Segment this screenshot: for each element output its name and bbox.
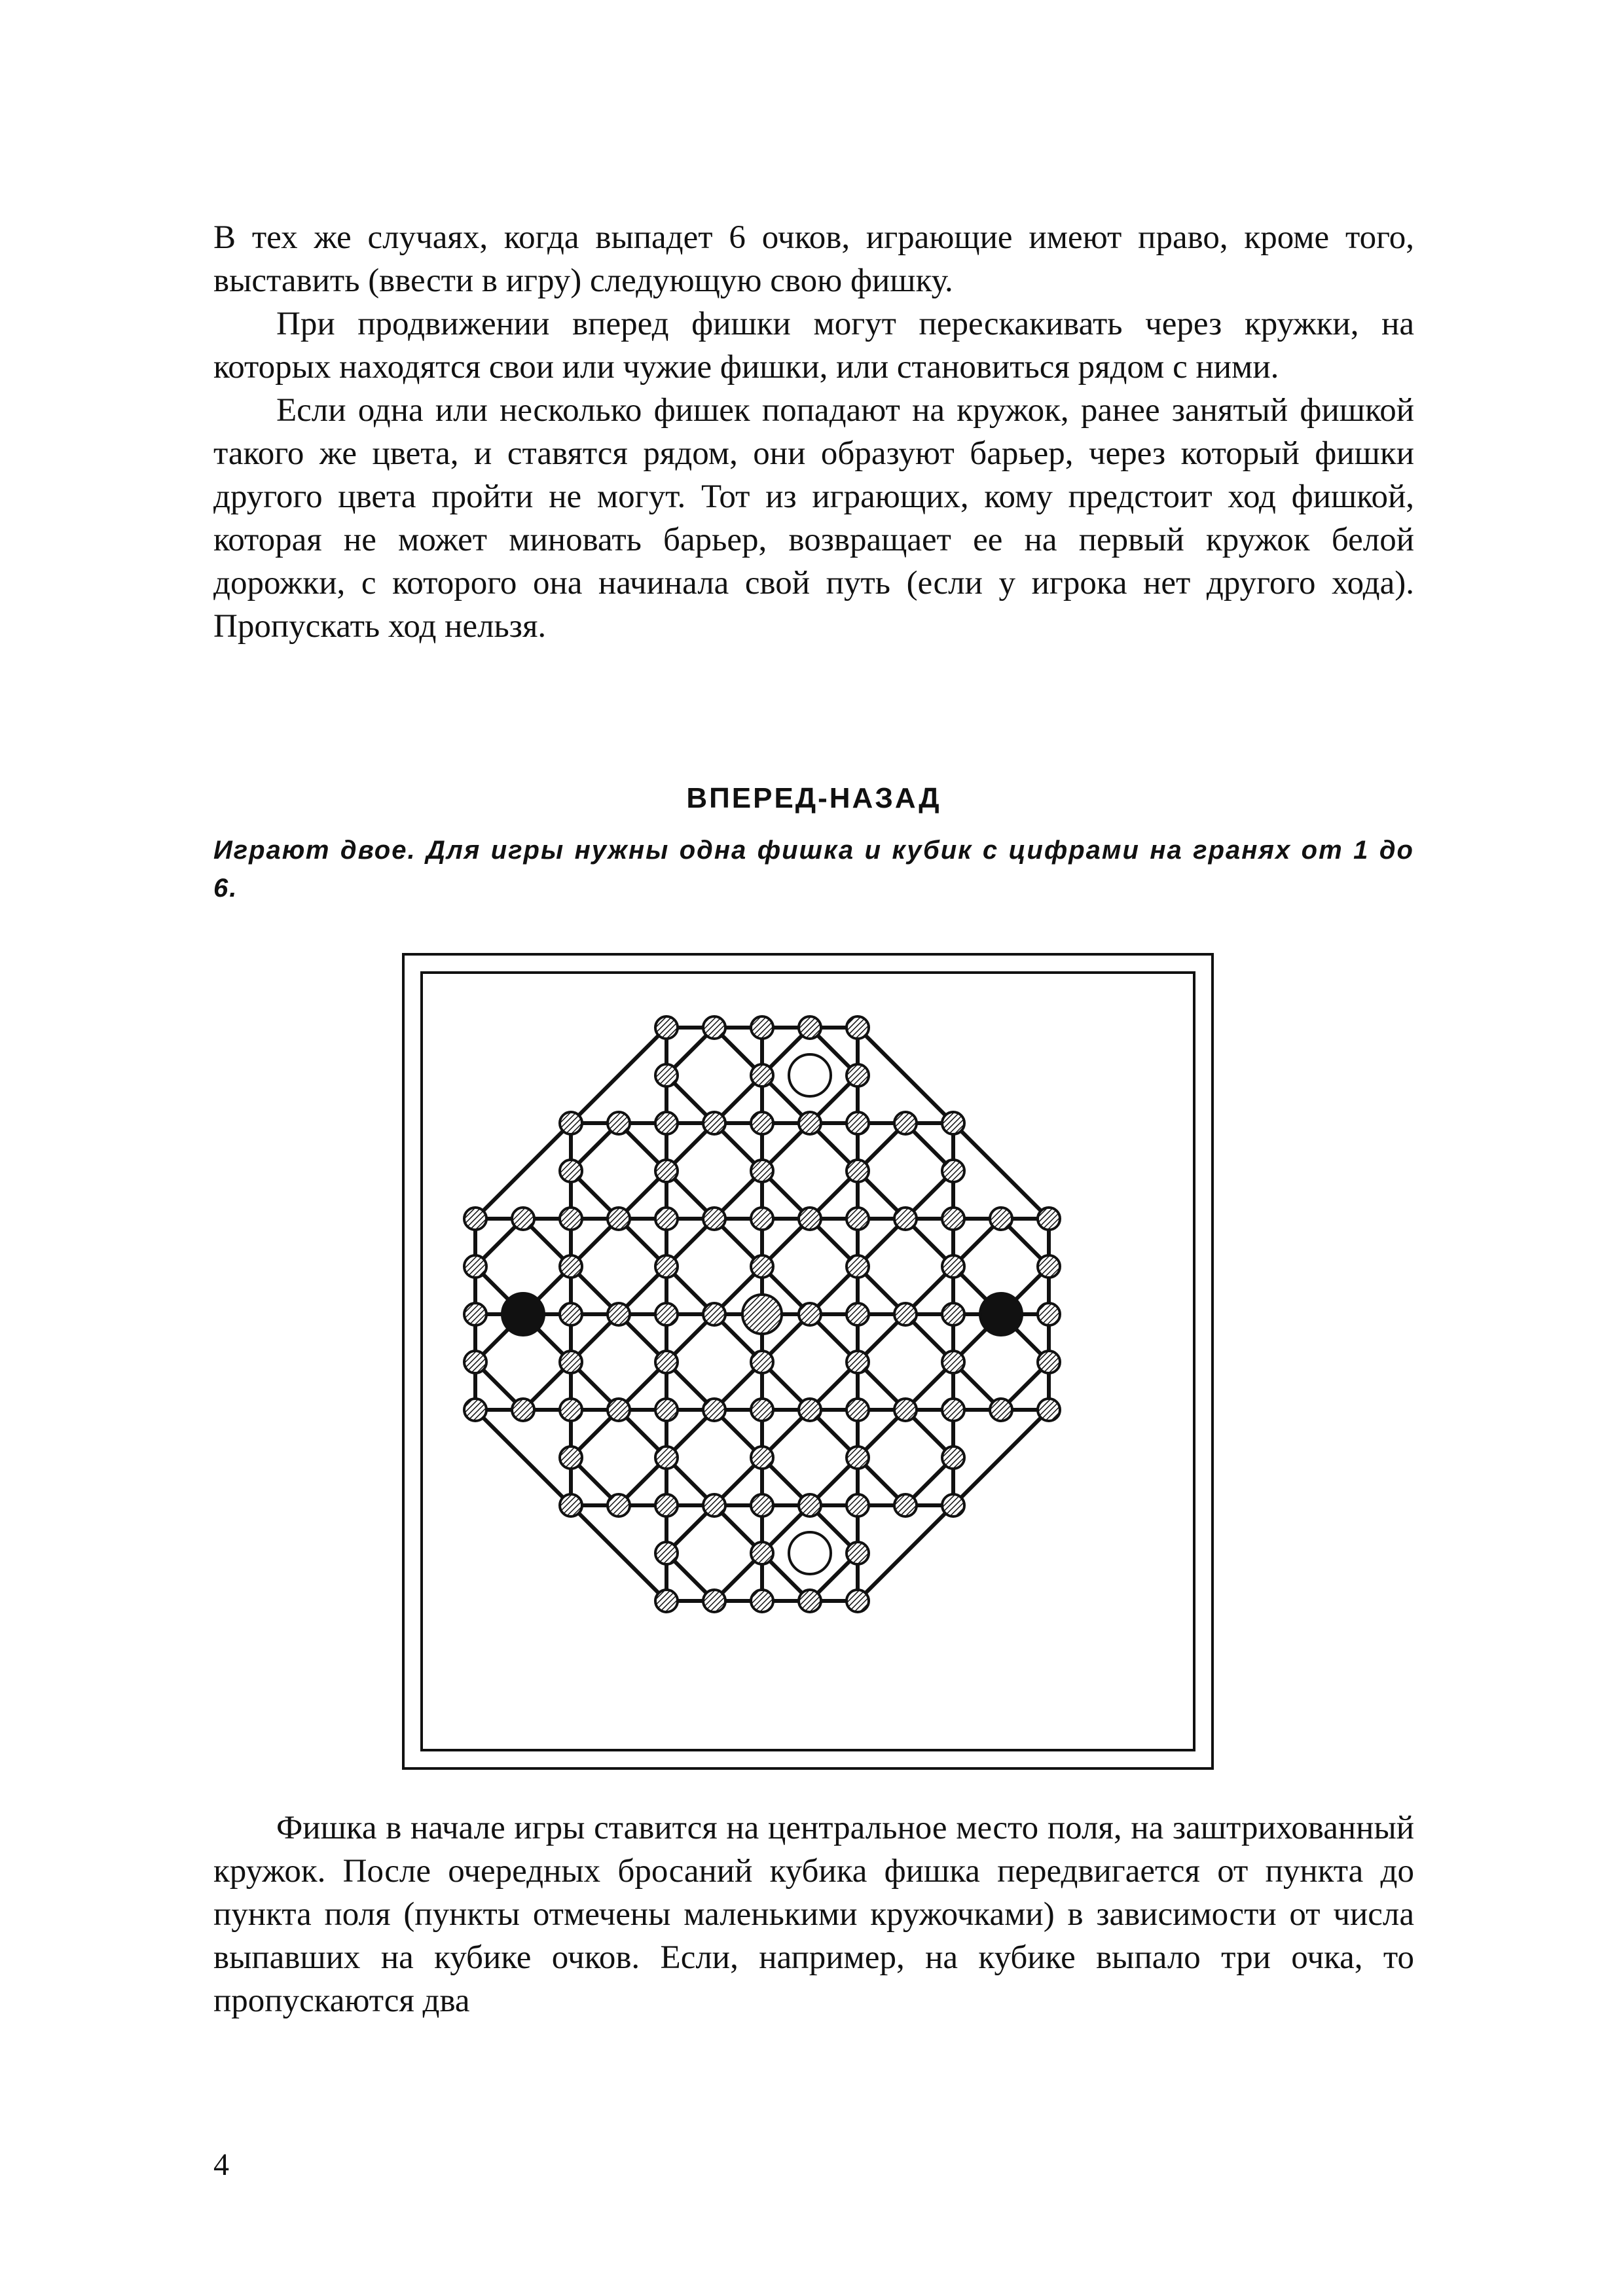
board-point [655, 1446, 678, 1469]
board-point [608, 1208, 630, 1230]
board-point [847, 1064, 869, 1086]
board-point [847, 1446, 869, 1469]
board-point [799, 1494, 821, 1516]
white-circle [789, 1054, 831, 1096]
board-point [847, 1590, 869, 1612]
white-circle [789, 1532, 831, 1574]
board-point [655, 1399, 678, 1421]
board-point [847, 1016, 869, 1039]
board-point [608, 1494, 630, 1516]
board-point [560, 1446, 582, 1469]
board-point [703, 1399, 725, 1421]
board-point [560, 1160, 582, 1182]
board-point [799, 1112, 821, 1134]
board-point [847, 1303, 869, 1325]
intro-text [213, 216, 1414, 648]
board-point [894, 1494, 917, 1516]
board-point [751, 1016, 773, 1039]
board-point [751, 1542, 773, 1564]
board-point [894, 1303, 917, 1325]
board-point [512, 1208, 534, 1230]
black-circle [502, 1293, 544, 1335]
board-point [942, 1208, 964, 1230]
board-point [847, 1208, 869, 1230]
board-point [751, 1399, 773, 1421]
board-point [655, 1112, 678, 1134]
board-point [703, 1208, 725, 1230]
board-point [655, 1351, 678, 1373]
board-point [847, 1351, 869, 1373]
board-point [1038, 1351, 1060, 1373]
board-point [847, 1112, 869, 1134]
outro-paragraph: Фишка в начале игры ставится на центральное место поля, на заштрихованный кружок. После очередных бросаний кубика фишка передвигается от пункта до пункта поля (пункты отмечены маленькими кружочками) в зависимости от числа выпавших на кубике очков. Если, например, на кубике выпало три очка, то пропускаются два [213, 1810, 1414, 2019]
board-point [847, 1494, 869, 1516]
board-point [1038, 1255, 1060, 1278]
board-point [942, 1160, 964, 1182]
page-number: 4 [213, 2147, 229, 2182]
board-point [799, 1399, 821, 1421]
section-subtitle: Играют двое. Для игры нужны одна фишка и кубик с цифрами на гранях от 1 до 6. [213, 836, 1414, 903]
board-point [608, 1399, 630, 1421]
board-point [751, 1494, 773, 1516]
board-point [464, 1351, 486, 1373]
board-point [464, 1208, 486, 1230]
section-title: ВПЕРЕД-НАЗАД [686, 782, 941, 814]
board-point [894, 1208, 917, 1230]
board-point [464, 1255, 486, 1278]
board-point [799, 1016, 821, 1039]
board-point [847, 1399, 869, 1421]
board-point [560, 1351, 582, 1373]
board-point [608, 1112, 630, 1134]
board-point [703, 1112, 725, 1134]
board-point [799, 1303, 821, 1325]
board-point [894, 1112, 917, 1134]
board-point [655, 1255, 678, 1278]
board-point [799, 1590, 821, 1612]
board-point [847, 1160, 869, 1182]
board-point [512, 1399, 534, 1421]
board-point [560, 1255, 582, 1278]
paragraph-3: Если одна или несколько фишек попадают на кружок, ранее занятый фишкой такого же цвета, и ставятся рядом, они образуют барьер, через который фишки другого цвета пройти не могут. Тот из играющих, кому предстоит ход фишкой, которая не может миновать барьер, возвращает ее на первый кружок белой дорожки, с которого она начинала свой путь (если у игрока нет другого хода). Пропускать ход нельзя. [213, 392, 1414, 645]
board-point [1038, 1208, 1060, 1230]
board-point [703, 1303, 725, 1325]
board-point [942, 1255, 964, 1278]
game-board-figure [402, 953, 1214, 1770]
board-point [560, 1303, 582, 1325]
board-point [942, 1446, 964, 1469]
board-point [560, 1112, 582, 1134]
board-point [751, 1351, 773, 1373]
board-point [1038, 1303, 1060, 1325]
board-point [655, 1160, 678, 1182]
center-point [742, 1295, 782, 1334]
board-point [751, 1590, 773, 1612]
board-point [990, 1208, 1012, 1230]
board-point [703, 1494, 725, 1516]
board-point [942, 1494, 964, 1516]
board-point [942, 1399, 964, 1421]
paragraph-1: В тех же случаях, когда выпадет 6 очков, играющие имеют право, кроме того, выставить (ввести в игру) следующую свою фишку. [213, 219, 1414, 299]
board-point [751, 1446, 773, 1469]
board-point [655, 1064, 678, 1086]
board-point [942, 1351, 964, 1373]
board-point [464, 1399, 486, 1421]
board-point [751, 1208, 773, 1230]
board-point [655, 1208, 678, 1230]
board-point [751, 1064, 773, 1086]
board-point [655, 1016, 678, 1039]
board-point [751, 1160, 773, 1182]
board-point [847, 1542, 869, 1564]
black-circle [980, 1293, 1022, 1335]
board-point [703, 1590, 725, 1612]
board-point [655, 1303, 678, 1325]
board-point [1038, 1399, 1060, 1421]
game-board [405, 956, 1211, 1767]
board-point [990, 1399, 1012, 1421]
board-point [655, 1542, 678, 1564]
board-point [751, 1255, 773, 1278]
board-point [942, 1303, 964, 1325]
board-point [560, 1208, 582, 1230]
board-point [560, 1399, 582, 1421]
board-point [894, 1399, 917, 1421]
board-point [655, 1590, 678, 1612]
paragraph-2: При продвижении вперед фишки могут перескакивать через кружки, на которых находятся свои или чужие фишки, или становиться рядом с ними. [213, 306, 1414, 386]
board-point [799, 1208, 821, 1230]
board-point [655, 1494, 678, 1516]
board-point [751, 1112, 773, 1134]
board-point [703, 1016, 725, 1039]
board-point [608, 1303, 630, 1325]
board-point [847, 1255, 869, 1278]
board-point [560, 1494, 582, 1516]
board-point [942, 1112, 964, 1134]
board-point [464, 1303, 486, 1325]
